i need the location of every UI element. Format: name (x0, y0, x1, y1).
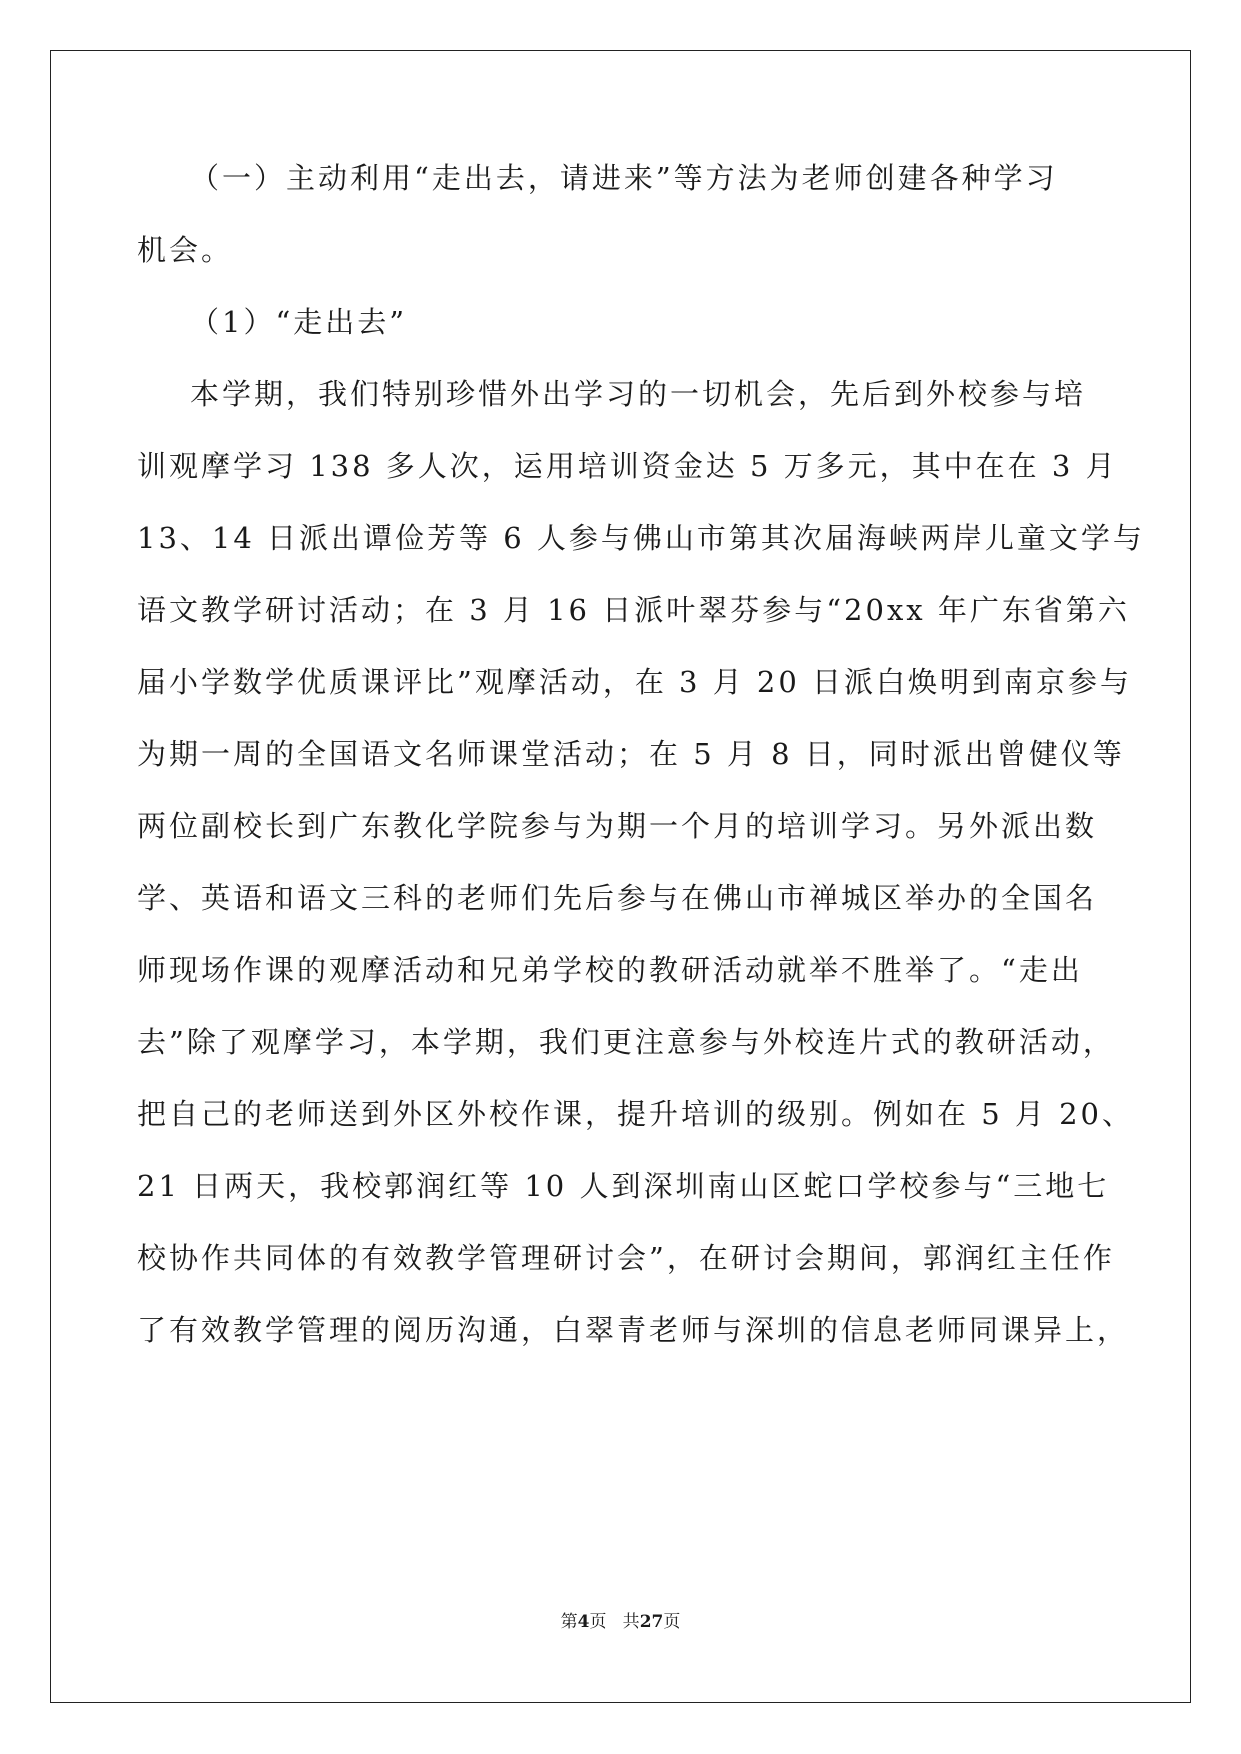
section-heading: （1）“走出去” (190, 305, 408, 339)
page-border (50, 50, 1191, 1703)
footer-middle: 页 共 (589, 1612, 640, 1632)
paragraph-line: 训观摩学习 138 多人次，运用培训资金达 5 万多元，其中在在 3 月 (137, 449, 1118, 483)
page-number: 4 (577, 1612, 590, 1632)
paragraph-line: 校协作共同体的有效教学管理研讨会”，在研讨会期间，郭润红主任作 (137, 1241, 1115, 1275)
page-footer (0, 1612, 1241, 1632)
paragraph-line: 本学期，我们特别珍惜外出学习的一切机会，先后到外校参与培 (190, 377, 1087, 411)
paragraph-line: 21 日两天，我校郭润红等 10 人到深圳南山区蛇口学校参与“三地七 (137, 1169, 1110, 1203)
total-pages: 27 (639, 1612, 664, 1632)
paragraph-line: 13、14 日派出谭俭芳等 6 人参与佛山市第其次届海峡两岸儿童文学与 (137, 521, 1145, 555)
paragraph-line: 语文教学研讨活动；在 3 月 16 日派叶翠芬参与“20xx 年广东省第六 (137, 593, 1130, 627)
paragraph-line: 机会。 (137, 233, 234, 267)
paragraph-line: 把自己的老师送到外区外校作课，提升培训的级别。例如在 5 月 20、 (137, 1097, 1135, 1131)
paragraph-line: 届小学数学优质课评比”观摩活动，在 3 月 20 日派白焕明到南京参与 (137, 665, 1133, 699)
paragraph-line: 了有效教学管理的阅历沟通，白翠青老师与深圳的信息老师同课异上， (137, 1313, 1130, 1347)
paragraph-line: 为期一周的全国语文名师课堂活动；在 5 月 8 日，同时派出曾健仪等 (137, 737, 1125, 771)
paragraph-line: 学、英语和语文三科的老师们先后参与在佛山市禅城区举办的全国名 (137, 881, 1098, 915)
paragraph-line: 两位副校长到广东教化学院参与为期一个月的培训学习。另外派出数 (137, 809, 1098, 843)
paragraph-line: 师现场作课的观摩活动和兄弟学校的教研活动就举不胜举了。“走出 (137, 953, 1083, 987)
paragraph-line: （一）主动利用“走出去，请进来”等方法为老师创建各种学习 (190, 161, 1058, 195)
footer-prefix: 第 (560, 1612, 578, 1632)
paragraph-line: 去”除了观摩学习，本学期，我们更注意参与外校连片式的教研活动， (137, 1025, 1115, 1059)
footer-suffix: 页 (663, 1612, 681, 1632)
